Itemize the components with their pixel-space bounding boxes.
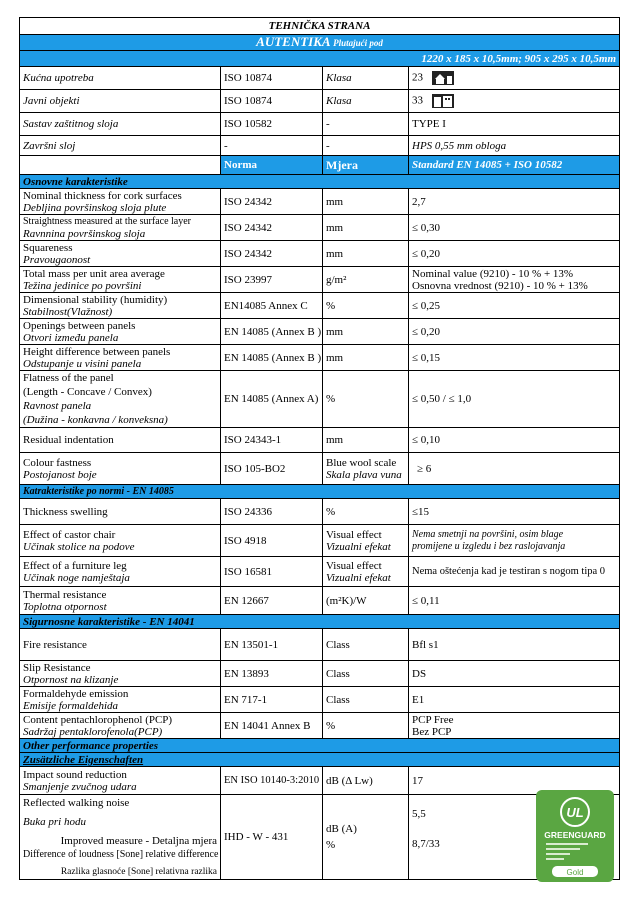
table-row	[20, 629, 620, 661]
row-label-hr-detail: (Dužina - konkavna / konveksna)	[23, 414, 168, 426]
row-norm: EN 14041 Annex B	[221, 713, 323, 739]
class-label: Sastav zaštitnog sloja	[20, 113, 221, 136]
row-norm: ISO 24336	[221, 499, 323, 525]
product-subtitle: Plutajući pod	[333, 38, 383, 48]
table-row	[20, 687, 620, 713]
row-unit: Visual effect	[326, 528, 382, 541]
greenguard-text: GREENGUARD	[544, 830, 606, 840]
spec-table	[19, 17, 620, 880]
row-value: ≤ 0,25	[409, 293, 620, 319]
row-norm: EN ISO 10140-3:2010	[221, 767, 323, 795]
page-title: TEHNIČKA STRANA	[20, 18, 620, 35]
greenguard-badge-icon	[536, 790, 614, 882]
section-norm: Katrakteristike po normi - EN 14085	[20, 485, 620, 499]
row-norm: EN 717-1	[221, 687, 323, 713]
ul-mark: UL	[566, 805, 584, 820]
row-norm: ISO 23997	[221, 267, 323, 293]
row-value: ≤ 0,10	[409, 428, 620, 453]
class-label: Završni sloj	[20, 136, 221, 156]
row-norm: ISO 16581	[221, 557, 323, 587]
row-unit: mm	[323, 189, 409, 215]
house-icon	[432, 71, 454, 85]
class-klasa: Klasa	[323, 67, 409, 90]
row-label-hr: Učinak noge namještaja	[23, 571, 130, 584]
class-value: TYPE I	[409, 113, 620, 136]
row-unit: %	[323, 713, 409, 739]
row-label-razlika: Razlika glasnoće [Sone] relativna razlika	[60, 867, 217, 877]
row-label-hr: Otpornost na klizanje	[23, 673, 119, 686]
row-norm: ISO 24342	[221, 241, 323, 267]
row-label-en: Effect of a furniture leg	[23, 559, 127, 572]
row-label-en: Effect of castor chair	[23, 528, 116, 541]
table-row	[20, 795, 620, 880]
row-unit: mm	[323, 215, 409, 241]
row-norm: EN 14085 (Annex A)	[221, 371, 323, 428]
row-value: ≤ 0,20	[409, 319, 620, 345]
row-label-difference: Difference of loudness [Sone] relative difference	[23, 849, 219, 860]
row-value: Nema smetnji na površini, osim blage	[412, 528, 564, 540]
row-norm: ISO 24342	[221, 189, 323, 215]
section-extra: Zusätzliche Eigenschaften	[20, 753, 620, 767]
table-row	[20, 525, 620, 557]
row-label-hr: Smanjenje zvučnog udara	[23, 780, 137, 793]
row-value: Bfl s1	[409, 629, 620, 661]
row-value-hr: Osnovna vrednost (9210) - 10 % + 13%	[412, 279, 588, 292]
class-label: Kućna upotreba	[20, 67, 221, 90]
row-value-percent: 8,7/33	[412, 838, 440, 850]
row-value: ≤ 0,30	[409, 215, 620, 241]
row-unit: Class	[323, 687, 409, 713]
table-row	[20, 345, 620, 371]
class-value-cell	[409, 90, 620, 113]
row-unit: Class	[323, 661, 409, 687]
row-label-hr: Ravnnina površinskog sloja	[23, 227, 146, 240]
class-label: Javni objekti	[20, 90, 221, 113]
row-label-en: Straightness measured at the surface layer	[23, 215, 191, 227]
row-norm: ISO 105-BO2	[221, 453, 323, 485]
row-label-en: Dimensional stability (humidity)	[23, 293, 168, 306]
table-row	[20, 428, 620, 453]
row-unit-percent: %	[326, 839, 336, 851]
row-norm: IHD - W - 431	[221, 795, 323, 880]
table-row	[20, 293, 620, 319]
row-value: 2,7	[409, 189, 620, 215]
row-norm: EN 13501-1	[221, 629, 323, 661]
class-norm: ISO 10582	[221, 113, 323, 136]
row-unit: mm	[323, 345, 409, 371]
table-row	[20, 661, 620, 687]
column-mjera: Mjera	[323, 156, 409, 175]
table-row	[20, 371, 620, 428]
row-label-en: Slip Resistance	[23, 661, 91, 674]
row-value: ≤15	[409, 499, 620, 525]
row-label-detail: Improved measure - Detaljna mjera	[60, 835, 217, 847]
class-row	[20, 67, 620, 90]
column-header-row	[20, 156, 620, 175]
row-label-en: Squareness	[23, 241, 73, 254]
class-klasa: -	[323, 136, 409, 156]
row-label-en: Colour fastness	[23, 456, 92, 469]
row-label-en: Impact sound reduction	[23, 768, 127, 781]
row-label-en: Fire resistance	[20, 629, 221, 661]
row-label-en-detail: (Length - Concave / Convex)	[23, 386, 152, 398]
class-value: 33	[412, 94, 423, 107]
row-unit: %	[323, 371, 409, 428]
class-row	[20, 90, 620, 113]
row-label-en: Flatness of the panel	[23, 372, 114, 384]
row-norm: EN 12667	[221, 587, 323, 615]
row-label-hr: Debljina površinskog sloja plute	[23, 201, 167, 214]
section-other: Other performance properties	[20, 739, 620, 753]
row-unit: mm	[323, 319, 409, 345]
table-row	[20, 557, 620, 587]
table-row	[20, 215, 620, 241]
blank-cell	[20, 156, 221, 175]
row-unit: %	[323, 293, 409, 319]
row-label-en: Nominal thickness for cork surfaces	[23, 189, 182, 202]
table-row	[20, 241, 620, 267]
row-label-hr: Težina jedinice po površini	[23, 279, 142, 292]
product-name: AUTENTIKA	[256, 34, 330, 49]
row-label-en: Content pentachlorophenol (PCP)	[23, 713, 173, 726]
table-row	[20, 767, 620, 795]
class-value-cell	[409, 67, 620, 90]
product-title	[20, 35, 620, 51]
table-row	[20, 267, 620, 293]
column-standard: Standard EN 14085 + ISO 10582	[409, 156, 620, 175]
gold-label: Gold	[566, 868, 584, 877]
row-unit: mm	[323, 428, 409, 453]
row-label-hr: Sadržaj pentaklorofenola(PCP)	[23, 725, 163, 738]
row-label-en: Openings between panels	[23, 319, 136, 332]
row-norm: EN 13893	[221, 661, 323, 687]
row-unit: %	[323, 499, 409, 525]
row-norm: ISO 24342	[221, 215, 323, 241]
section-basic: Osnovne karakteristike	[20, 175, 620, 189]
class-row	[20, 113, 620, 136]
row-unit: (m²K)/W	[323, 587, 409, 615]
class-value: 23	[412, 71, 423, 84]
row-unit: Blue wool scale	[326, 456, 397, 469]
row-label-en: Residual indentation	[20, 428, 221, 453]
row-label-hr: Toplotna otpornost	[23, 600, 107, 613]
row-label-en: Total mass per unit area average	[23, 267, 165, 280]
row-value: Nema oštećenja kad je testiran s nogom tipa 0	[409, 557, 620, 587]
class-row	[20, 136, 620, 156]
table-row	[20, 189, 620, 215]
row-label-hr: Postojanost boje	[23, 468, 97, 481]
table-row	[20, 499, 620, 525]
row-label-en: Reflected walking noise	[23, 797, 130, 809]
class-klasa: Klasa	[323, 90, 409, 113]
class-klasa: -	[323, 113, 409, 136]
row-value: 5,5	[412, 808, 426, 820]
row-label-en: Thermal resistance	[23, 588, 107, 601]
table-row	[20, 713, 620, 739]
row-norm: ISO 4918	[221, 525, 323, 557]
row-label-hr: Pravougaonost	[23, 253, 91, 266]
row-unit-hr: Skala plava vuna	[326, 468, 402, 481]
row-value-detail: promijene u izgledu i bez raslojavanja	[412, 540, 566, 552]
row-label-hr: Stabilnost(Vlažnost)	[23, 305, 113, 318]
row-value: DS	[409, 661, 620, 687]
product-dimensions: 1220 x 185 x 10,5mm; 905 x 295 x 10,5mm	[20, 51, 620, 67]
row-norm: ISO 24343-1	[221, 428, 323, 453]
row-value: ≤ 0,50 / ≤ 1,0	[409, 371, 620, 428]
class-norm: -	[221, 136, 323, 156]
row-label-hr: Odstupanje u visini panela	[23, 357, 142, 370]
row-label-hr: Učinak stolice na podove	[23, 540, 135, 553]
row-unit-hr: Vizualni efekat	[326, 571, 391, 584]
class-value: HPS 0,55 mm obloga	[409, 136, 620, 156]
row-value: ≤ 0,20	[409, 241, 620, 267]
building-icon	[432, 94, 454, 108]
technical-sheet	[19, 17, 619, 880]
section-safety: Sigurnosne karakteristike - EN 14041	[20, 615, 620, 629]
row-unit: dB (Δ Lw)	[323, 767, 409, 795]
row-norm: EN 14085 (Annex B )	[221, 319, 323, 345]
row-label-hr: Emisije formaldehida	[23, 699, 119, 712]
row-value: E1	[409, 687, 620, 713]
row-value: ≤ 0,15	[409, 345, 620, 371]
table-row	[20, 319, 620, 345]
row-unit: dB (A)	[326, 823, 357, 835]
table-row	[20, 453, 620, 485]
row-unit: Visual effect	[326, 559, 382, 572]
row-unit: mm	[323, 241, 409, 267]
row-unit: Class	[323, 629, 409, 661]
row-label-en: Formaldehyde emission	[23, 687, 129, 700]
row-label-hr: Ravnost panela	[23, 400, 92, 412]
row-unit-hr: Vizualni efekat	[326, 540, 391, 553]
row-label-hr: Buka pri hodu	[23, 816, 86, 828]
row-value-hr: Bez PCP	[412, 725, 452, 738]
row-label-en: Thickness swelling	[20, 499, 221, 525]
column-norma: Norma	[221, 156, 323, 175]
row-label-en: Height difference between panels	[23, 345, 171, 358]
row-norm: EN14085 Annex C	[221, 293, 323, 319]
row-value: PCP Free	[412, 713, 454, 726]
row-label-hr: Otvori između panela	[23, 331, 119, 344]
row-value: Nominal value (9210) - 10 % + 13%	[412, 267, 574, 280]
greenguard-logo	[536, 790, 614, 882]
row-value: ≤ 0,11	[409, 587, 620, 615]
row-unit: g/m²	[323, 267, 409, 293]
row-value: ≥ 6	[409, 453, 620, 485]
class-norm: ISO 10874	[221, 90, 323, 113]
class-norm: ISO 10874	[221, 67, 323, 90]
table-row	[20, 587, 620, 615]
row-norm: EN 14085 (Annex B )	[221, 345, 323, 371]
row-value: 17	[409, 767, 620, 795]
